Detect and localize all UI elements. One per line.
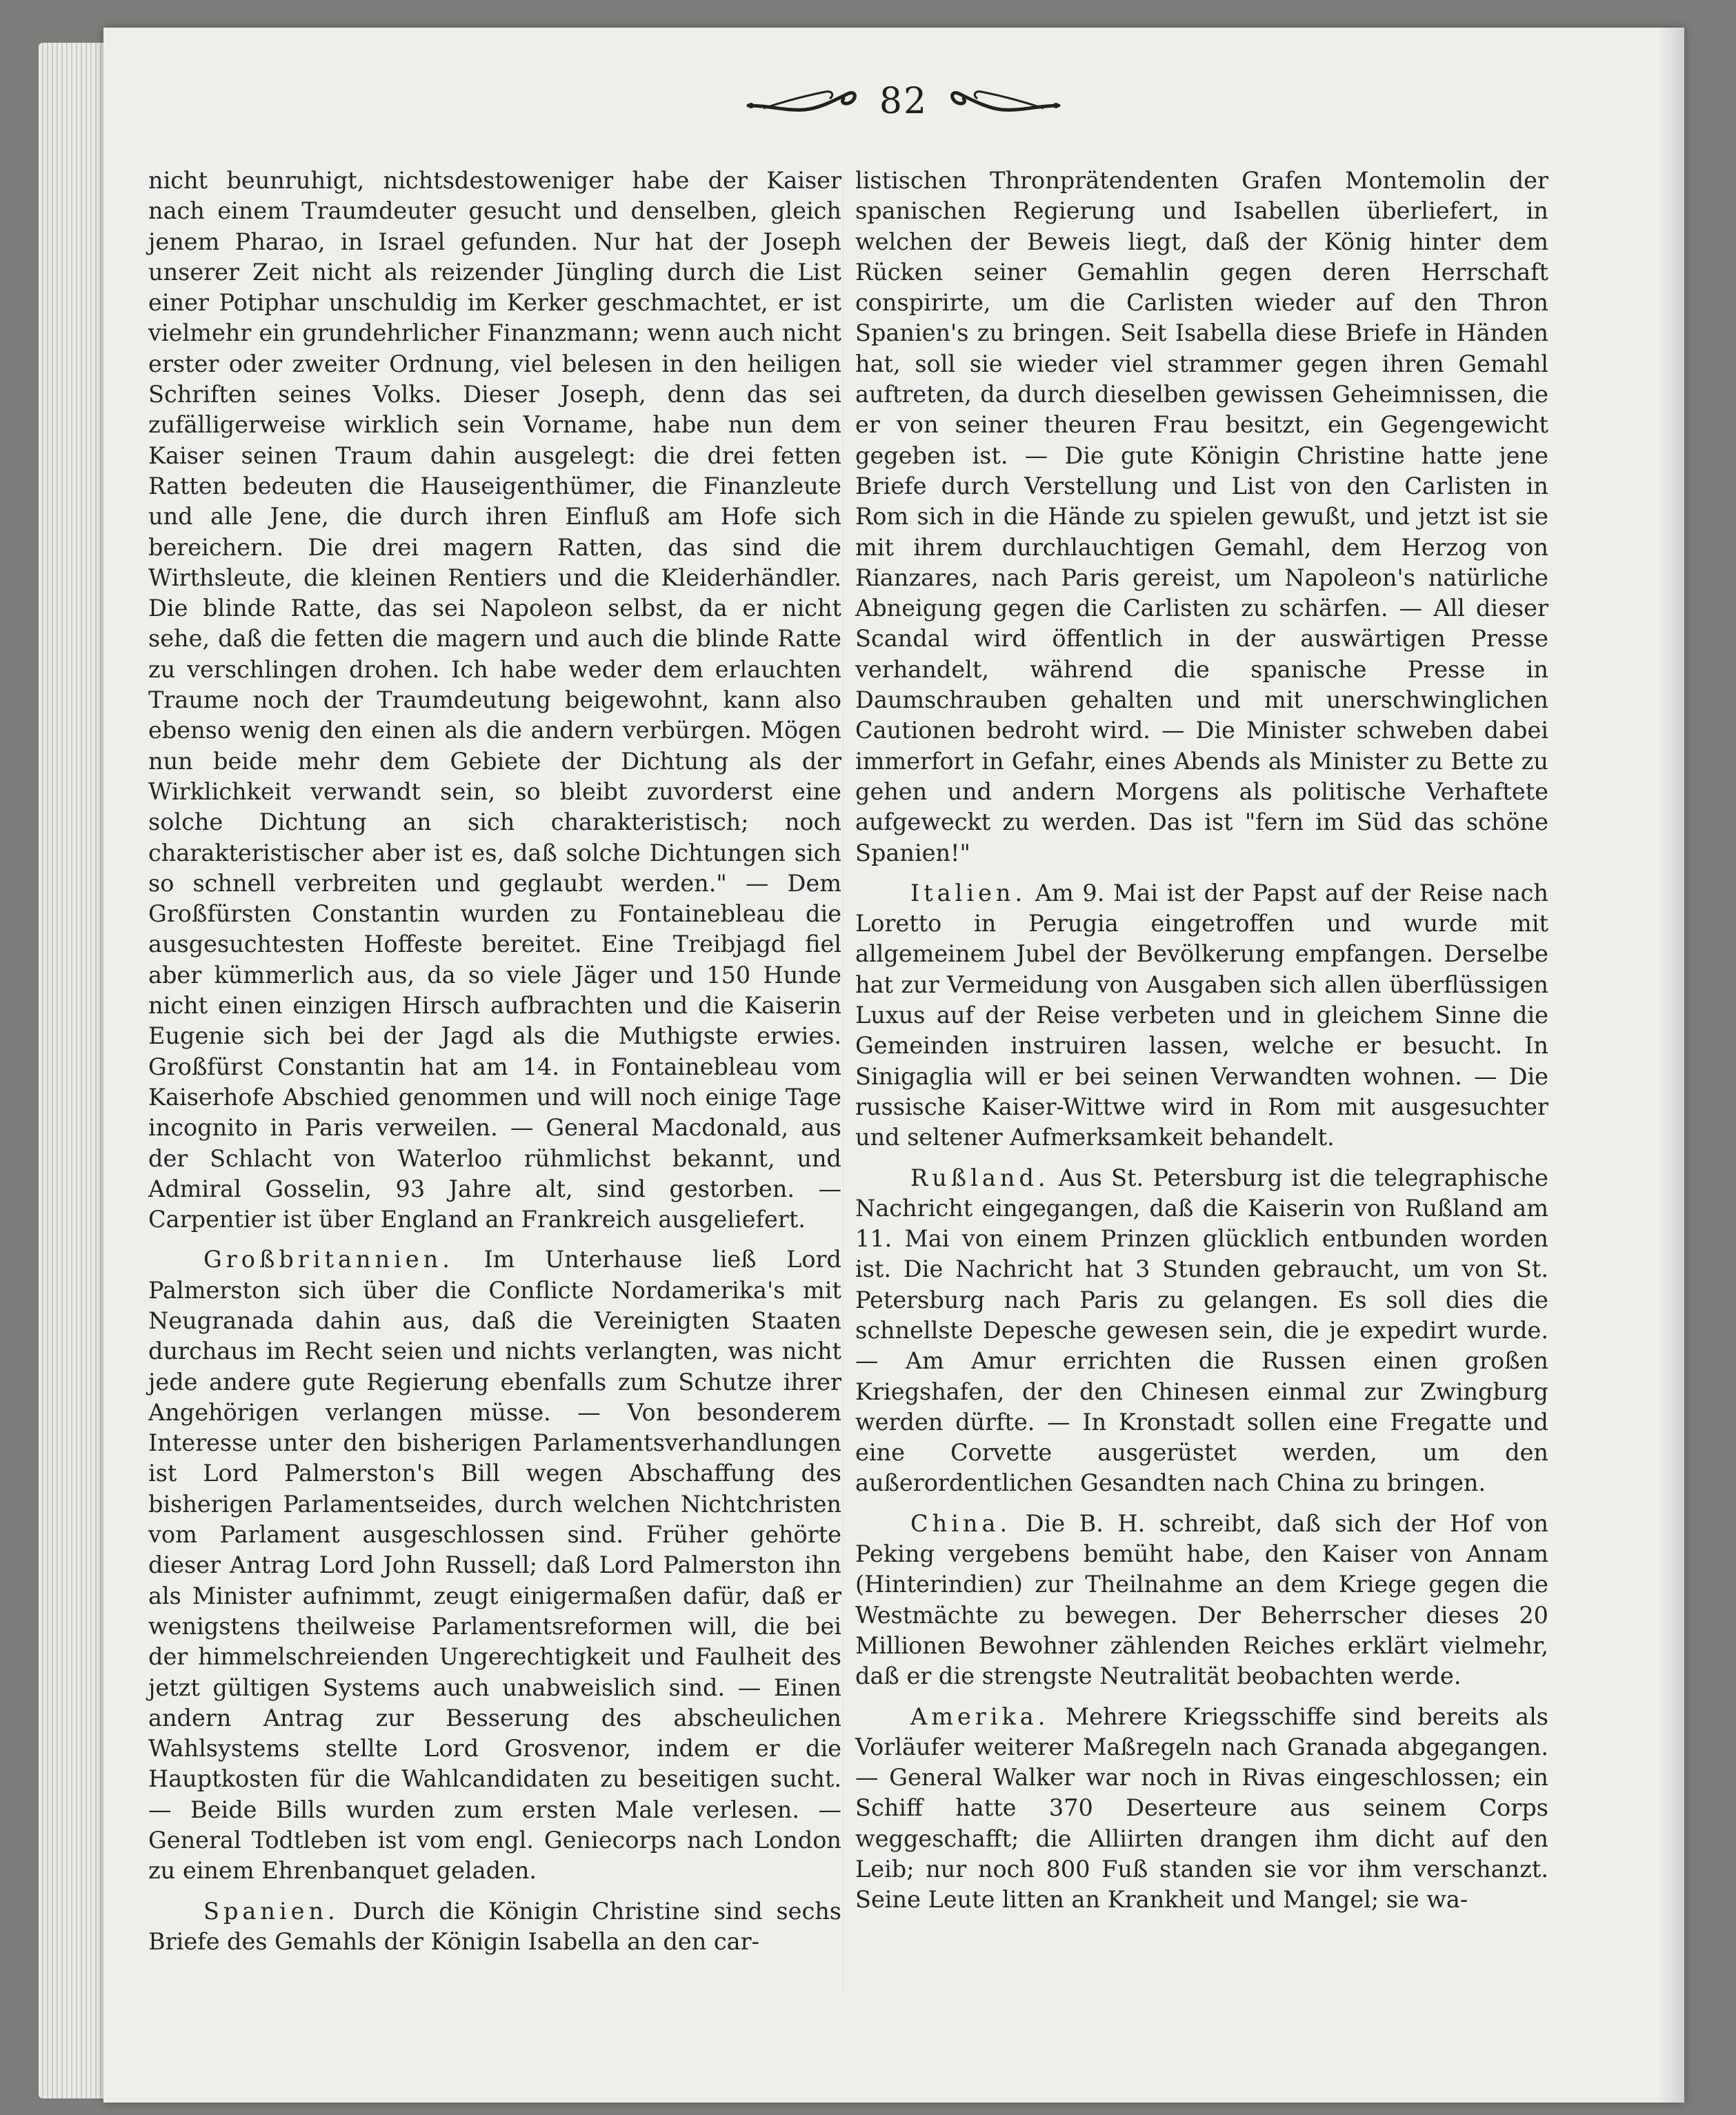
right-column <box>855 166 1548 1925</box>
paragraph-spanien <box>148 1896 841 1958</box>
paragraph-italien <box>855 878 1548 1153</box>
country-heading: China. <box>910 1509 1012 1537</box>
paragraph-france-continued <box>148 166 841 1235</box>
country-heading: Amerika. <box>910 1702 1050 1730</box>
paragraph-text: Durch die Königin Christine sind sechs Briefe des Gemahls der Königin Isabella an den car- <box>148 1897 841 1955</box>
paragraph-text: listischen Thronprätendenten Grafen Montemolin der spanischen Regierung und Isabellen überliefert, in welchen der Beweis liegt, daß der König hinter dem Rücken seiner Gemahlin gegen deren Herrschaft conspirirte, um die Carlisten wieder auf den Thron Spanien's zu bringen. Seit Isabella diese Briefe in Händen hat, soll sie wieder viel strammer gegen ihren Gemahl auftreten, da durch dieselben gewissen Geheimnissen, die er von seiner theuren Frau besitzt, ein Gegengewicht gegeben ist. — Die gute Königin Christine hatte jene Briefe durch Verstellung und List von den Carlisten in Rom sich in die Hände zu spielen gewußt, und jetzt ist sie mit ihrem durchlauchtigen Gemahl, dem Herzog von Rianzares, nach Paris gereist, um Napoleon's natürliche Abneigung gegen die Carlisten zu schärfen. — All dieser Scandal wird öffentlich in der auswärtigen Presse verhandelt, während die spanische Presse in Daumschrauben gehalten und mit unerschwinglichen Cautionen bedroht wird. — Die Minister schweben dabei immerfort in Gefahr, eines Abends als Minister zu Bette zu gehen und andern Morgens als politische Verhaftete aufgeweckt zu werden. Das ist "fern im Süd das schöne Spanien!" <box>855 167 1548 866</box>
left-column <box>148 166 841 1967</box>
left-ornament-icon <box>743 81 860 122</box>
country-heading: Rußland. <box>910 1164 1050 1191</box>
page-gutter-shadow <box>1657 28 1684 2103</box>
paragraph-china <box>855 1509 1548 1692</box>
paragraph-russland <box>855 1163 1548 1499</box>
page-header <box>683 63 1124 139</box>
right-ornament-icon <box>947 81 1064 122</box>
column-divider <box>843 172 844 1994</box>
country-heading: Spanien. <box>203 1897 339 1925</box>
country-heading: Italien. <box>910 879 1027 906</box>
paragraph-text: Am 9. Mai ist der Papst auf der Reise nach Loretto in Perugia eingetroffen und wurde mit allgemeinem Jubel der Bevölkerung empfangen. Derselbe hat zur Vermeidung von Ausgaben sich allen überflüssigen Luxus auf der Reise verbeten und in gleichem Sinne die Gemeinden instruiren lassen, welche er besucht. In Sinigaglia will er bei seinen Verwandten wohnen. — Die russische Kaiser-Wittwe wird in Rom mit ausgesuchter und seltener Aufmerksamkeit behandelt. <box>855 879 1549 1151</box>
paragraph-text: Die B. H. schreibt, daß sich der Hof von Peking vergebens bemüht habe, den Kaiser von Annam (Hinterindien) zur Theilnahme an dem Kriege gegen die Westmächte zu bewegen. Der Beherrscher dieses 20 Millionen Bewohner zählenden Reiches erklärt vielmehr, daß er die strengste Neutralität beobachten werde. <box>855 1509 1548 1690</box>
paragraph-grossbritannien <box>148 1244 841 1886</box>
paragraph-text: Aus St. Petersburg ist die telegraphische Nachricht eingegangen, daß die Kaiserin von Rußland am 11. Mai von einem Prinzen glücklich entbunden worden ist. Die Nachricht hat 3 Stunden gebraucht, um von St. Petersburg nach Paris zu gelangen. Es soll dies die schnellste Depesche gewesen sein, die je expedirt wurde. — Am Amur errichten die Russen einen großen Kriegshafen, der den Chinesen einmal zur Zwingburg werden dürfte. — In Kronstadt sollen eine Fregatte und eine Corvette ausgerüstet werden, um den außerordentlichen Gesandten nach China zu bringen. <box>855 1164 1548 1497</box>
paragraph-spanien-continued <box>855 166 1548 868</box>
paragraph-amerika <box>855 1702 1548 1916</box>
paragraph-text: Im Unterhause ließ Lord Palmerston sich über die Conflicte Nordamerika's mit Neugranada dahin aus, daß die Vereinigten Staaten durchaus im Recht seien und nichts verlangten, was nicht jede andere gute Regierung ebenfalls zum Schutze ihrer Angehörigen verlangen müsse. — Von besonderem Interesse unter den bisherigen Parlamentsverhandlungen ist Lord Palmerston's Bill wegen Abschaffung des bisherigen Parlamentseides, durch welchen Nichtchristen vom Parlament ausgeschlossen sind. Früher gehörte dieser Antrag Lord John Russell; daß Lord Palmerston ihn als Minister aufnimmt, zeugt einigermaßen dafür, daß er wenigstens theilweise Parlamentsreformen will, die bei der himmelschreienden Ungerechtigkeit und Faulheit des jetzt gültigen Systems auch unabweislich sind. — Einen andern Antrag zur Besserung des abscheulichen Wahlsystems stellte Lord Grosvenor, indem er die Hauptkosten für die Wahlcandidaten zu beseitigen sucht. — Beide Bills wurden zum ersten Male verlesen. — General Todtleben ist vom engl. Geniecorps nach London zu einem Ehrenbanquet geladen. <box>148 1246 841 1885</box>
paragraph-text: Mehrere Kriegsschiffe sind bereits als Vorläufer weiterer Maßregeln nach Granada abgegangen. — General Walker war noch in Rivas eingeschlossen; ein Schiff hatte 370 Deserteure aus seinem Corps weggeschafft; die Alliirten drangen ihm dicht auf den Leib; nur noch 800 Fuß standen sie vor ihm verschanzt. Seine Leute litten an Krankheit und Mangel; sie wa- <box>855 1702 1549 1914</box>
page-number: 82 <box>879 81 928 122</box>
country-heading: Großbritannien. <box>203 1246 454 1273</box>
paragraph-text: nicht beunruhigt, nichtsdestoweniger habe der Kaiser nach einem Traumdeuter gesucht und denselben, gleich jenem Pharao, in Israel gefunden. Nur hat der Joseph unserer Zeit nicht als reizender Jüngling durch die List einer Potiphar unschuldig im Kerker geschmachtet, er ist vielmehr ein grundehrlicher Finanzmann; wenn auch nicht erster oder zweiter Ordnung, viel belesen in den heiligen Schriften seines Volks. Dieser Joseph, denn das sei zufälligerweise wirklich sein Vorname, habe nun dem Kaiser seinen Traum dahin ausgelegt: die drei fetten Ratten bedeuten die Hauseigenthümer, die Finanzleute und alle Jene, die durch ihren Einfluß am Hofe sich bereichern. Die drei magern Ratten, das sind die Wirthsleute, die kleinen Rentiers und die Kleiderhändler. Die blinde Ratte, das sei Napoleon selbst, da er nicht sehe, daß die fetten die magern und auch die blinde Ratte zu verschlingen drohen. Ich habe weder dem erlauchten Traume noch der Traumdeutung beigewohnt, kann also ebenso wenig den einen als die andern verbürgen. Mögen nun beide mehr dem Gebiete der Dichtung als der Wirklichkeit verwandt sein, so bleibt zuvorderst eine solche Dichtung an sich charakteristisch; noch charakteristischer aber ist es, daß solche Dichtungen sich so schnell verbreiten und geglaubt werden." — Dem Großfürsten Constantin wurden zu Fontainebleau die ausgesuchtesten Hoffeste bereitet. Eine Treibjagd fiel aber kümmerlich aus, da so viele Jäger und 150 Hunde nicht einen einzigen Hirsch aufbrachten und die Kaiserin Eugenie sich bei der Jagd als die Muthigste erwies. Großfürst Constantin hat am 14. in Fontainebleau vom Kaiserhofe Abschied genommen und will noch einige Tage incognito in Paris verweilen. — General Macdonald, aus der Schlacht von Waterloo rühmlichst bekannt, und Admiral Gosselin, 93 Jahre alt, sind gestorben. — Carpentier ist über England an Frankreich ausgeliefert. <box>148 167 841 1233</box>
